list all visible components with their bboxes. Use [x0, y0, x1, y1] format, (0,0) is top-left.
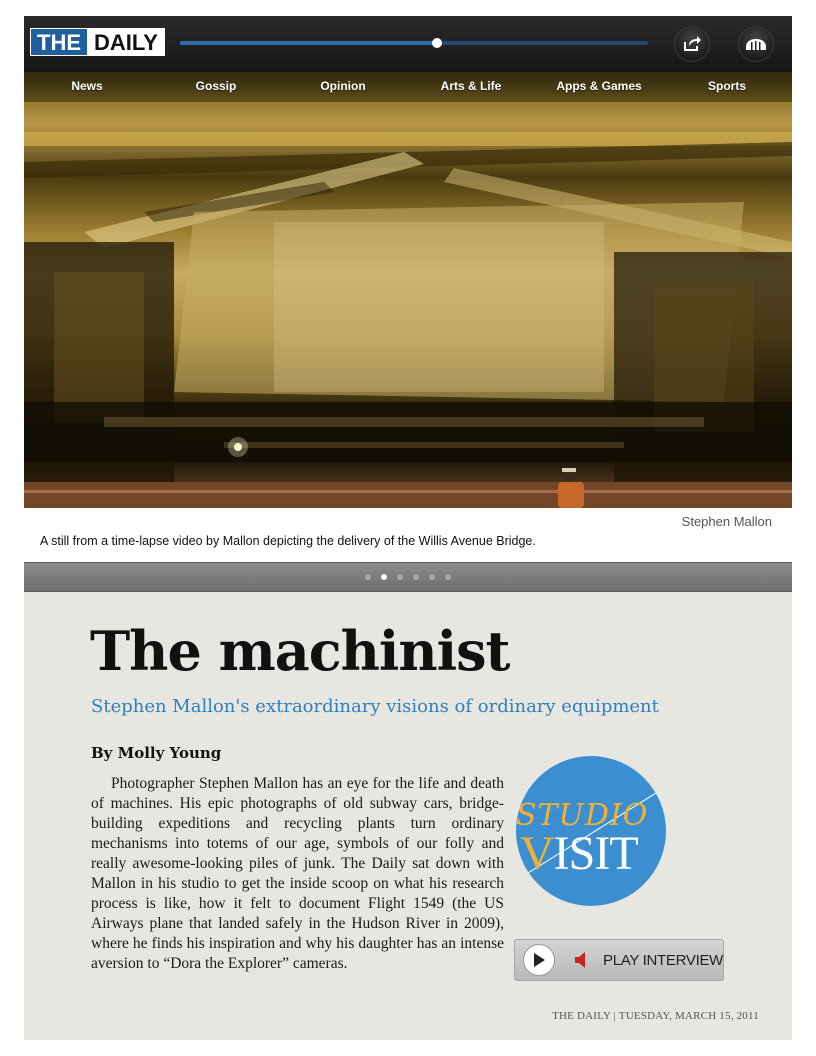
studio-visit-badge: [516, 756, 666, 906]
badge-visit-text: [520, 826, 638, 881]
nav-item-news[interactable]: News: [71, 79, 103, 93]
pager-dots: [365, 574, 451, 580]
pager-dot[interactable]: [445, 574, 451, 580]
logo-daily: DAILY: [87, 28, 165, 56]
page-footer: THE DAILY | TUESDAY, MARCH 15, 2011: [552, 1010, 759, 1022]
pager-dot[interactable]: [381, 574, 387, 580]
badge-studio-text: STUDIO: [516, 798, 649, 833]
nav-item-gossip[interactable]: Gossip: [195, 79, 237, 93]
article-dek: Stephen Mallon's extraordinary visions of ordinary equipment: [91, 696, 659, 717]
hero-image: [24, 72, 792, 508]
logo-the: THE: [30, 28, 87, 56]
article: [24, 592, 792, 1040]
speaker-icon: [575, 952, 589, 968]
photo-credit: Stephen Mallon: [681, 514, 772, 529]
pager-dot[interactable]: [429, 574, 435, 580]
caption-area: [24, 508, 792, 562]
sections-button[interactable]: [738, 26, 774, 62]
sections-icon: [745, 37, 767, 51]
photo-pager: [24, 562, 792, 592]
share-icon: [682, 35, 702, 53]
top-bar: [24, 16, 792, 72]
nav-item-opinion[interactable]: Opinion: [320, 79, 366, 93]
the-daily-logo[interactable]: [30, 28, 165, 56]
scrubber-fill: [180, 41, 437, 45]
share-button[interactable]: [674, 26, 710, 62]
issue-scrubber[interactable]: [180, 41, 648, 45]
play-interview-label: PLAY INTERVIEW: [603, 952, 724, 969]
nav-item-apps-games[interactable]: Apps & Games: [556, 79, 642, 93]
play-icon: [533, 953, 545, 967]
badge-visit-v: V: [520, 827, 554, 880]
bridge-photo: [24, 72, 792, 508]
article-body: Photographer Stephen Mallon has an eye for the life and death of machines. His epic photographs of old subway cars, bridge-building expeditions and recycling plants turn ordinary mechanisms into totems of our age, symbols of our folly and really awesome-looking piles of junk. The Daily sat down with Mallon in his studio to get the inside scoop on what his research process is like, how it felt to document Flight 1549 (the US Airways plane that landed safely in the Hudson River in 2009), where he finds his inspiration and why his daughter has an intense aversion to “Dora the Explorer” cameras.: [91, 775, 504, 972]
article-byline: By Molly Young: [91, 744, 222, 762]
nav-item-arts-life[interactable]: Arts & Life: [440, 79, 502, 93]
article-headline: The machinist: [90, 619, 510, 683]
play-interview-button[interactable]: [514, 939, 724, 981]
pager-dot[interactable]: [397, 574, 403, 580]
app-frame: [24, 16, 792, 1040]
nav-item-sports[interactable]: Sports: [707, 79, 747, 93]
scrubber-knob[interactable]: [432, 38, 442, 48]
play-button[interactable]: [523, 944, 555, 976]
badge-visit-rest: ISIT: [553, 827, 638, 880]
section-nav: [24, 72, 792, 102]
pager-dot[interactable]: [413, 574, 419, 580]
pager-dot[interactable]: [365, 574, 371, 580]
photo-caption: A still from a time-lapse video by Mallon depicting the delivery of the Willis Avenue Bridge.: [40, 534, 536, 548]
